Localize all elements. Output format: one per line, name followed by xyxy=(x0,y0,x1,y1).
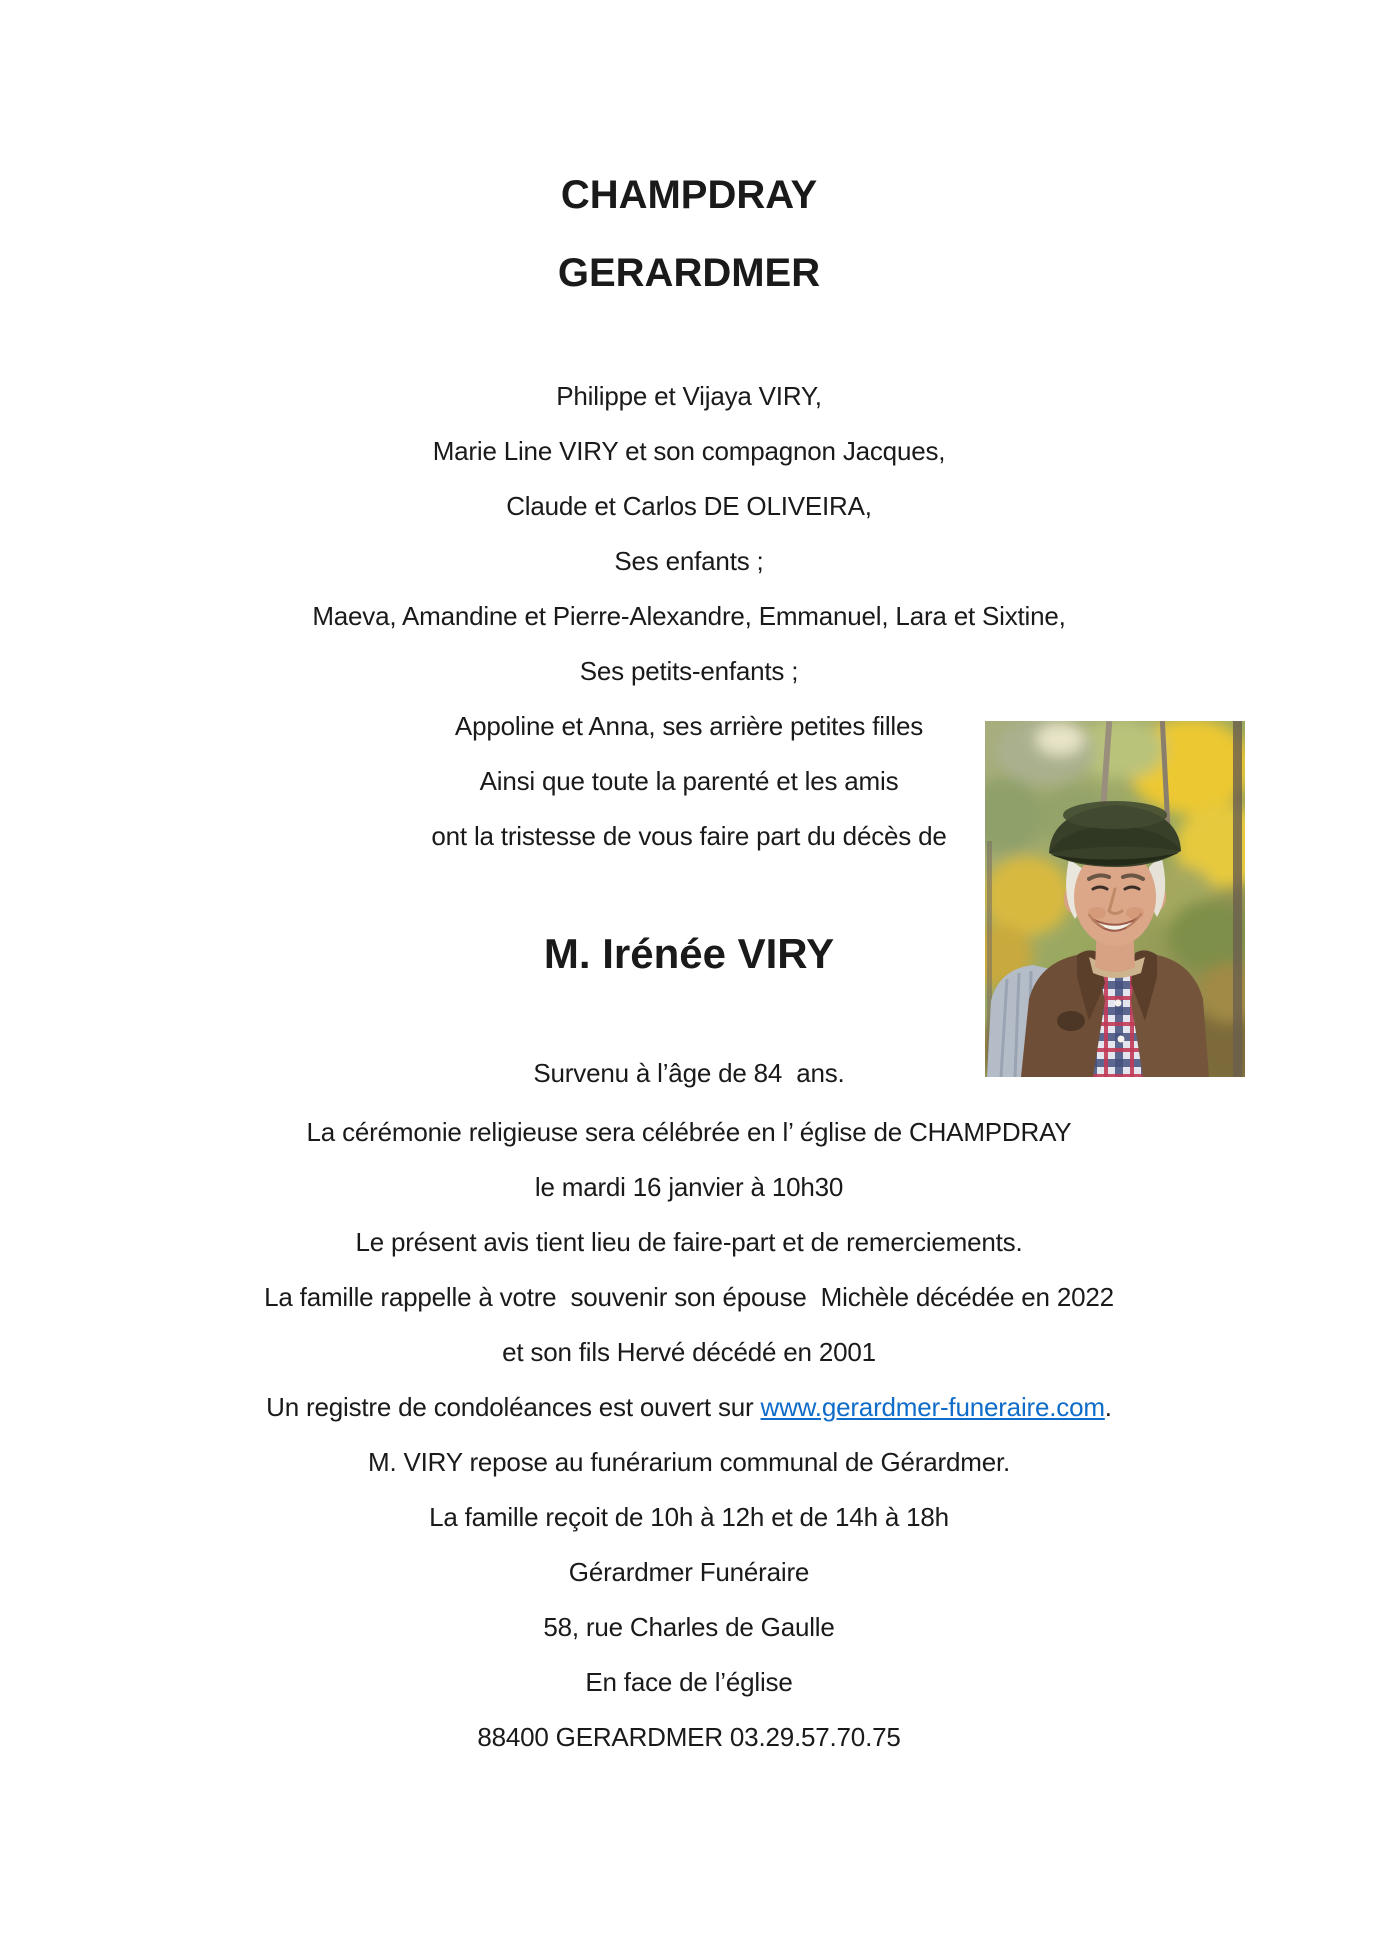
registry-prefix: Un registre de condoléances est ouvert sur xyxy=(266,1392,761,1422)
detail-line: Gérardmer Funéraire xyxy=(568,1557,810,1587)
detail-line: M. VIRY repose au funérarium communal de Gérardmer. xyxy=(367,1447,1011,1477)
portrait-photo xyxy=(985,721,1245,1077)
detail-line: le mardi 16 janvier à 10h30 xyxy=(534,1172,844,1202)
family-line: ont la tristesse de vous faire part du décès de xyxy=(431,821,947,851)
detail-line: La cérémonie religieuse sera célébrée en l’ église de CHAMPDRAY xyxy=(306,1117,1072,1147)
detail-line: Le présent avis tient lieu de faire-part et de remerciements. xyxy=(355,1227,1023,1257)
registry-suffix: . xyxy=(1104,1392,1112,1422)
deceased-name: M. Irénée VIRY xyxy=(543,930,835,977)
detail-line: et son fils Hervé décédé en 2001 xyxy=(502,1337,876,1367)
family-line: Ainsi que toute la parenté et les amis xyxy=(479,766,899,796)
family-line: Ses enfants ; xyxy=(614,546,764,576)
family-line: Marie Line VIRY et son compagnon Jacques, xyxy=(432,436,946,466)
condolence-registry-line xyxy=(0,1380,1378,1435)
detail-line: En face de l’église xyxy=(585,1667,793,1697)
town-line-champdray: CHAMPDRAY xyxy=(560,173,818,217)
portrait-illustration xyxy=(985,721,1245,1077)
town-line-gerardmer: GERARDMER xyxy=(557,251,821,295)
detail-line: Survenu à l’âge de 84 ans. xyxy=(533,1058,845,1088)
family-line: Appoline et Anna, ses arrière petites filles xyxy=(454,711,924,741)
detail-line: La famille reçoit de 10h à 12h et de 14h à 18h xyxy=(429,1502,949,1532)
detail-line: La famille rappelle à votre souvenir son épouse Michèle décédée en 2022 xyxy=(264,1282,1114,1312)
family-line: Maeva, Amandine et Pierre-Alexandre, Emmanuel, Lara et Sixtine, xyxy=(312,601,1066,631)
family-line: Ses petits-enfants ; xyxy=(579,656,799,686)
detail-line: 88400 GERARDMER 03.29.57.70.75 xyxy=(477,1722,901,1752)
family-line: Claude et Carlos DE OLIVEIRA, xyxy=(506,491,872,521)
registry-link[interactable]: www.gerardmer-funeraire.com xyxy=(760,1392,1105,1422)
detail-line: 58, rue Charles de Gaulle xyxy=(543,1612,835,1642)
family-line: Philippe et Vijaya VIRY, xyxy=(556,381,822,411)
